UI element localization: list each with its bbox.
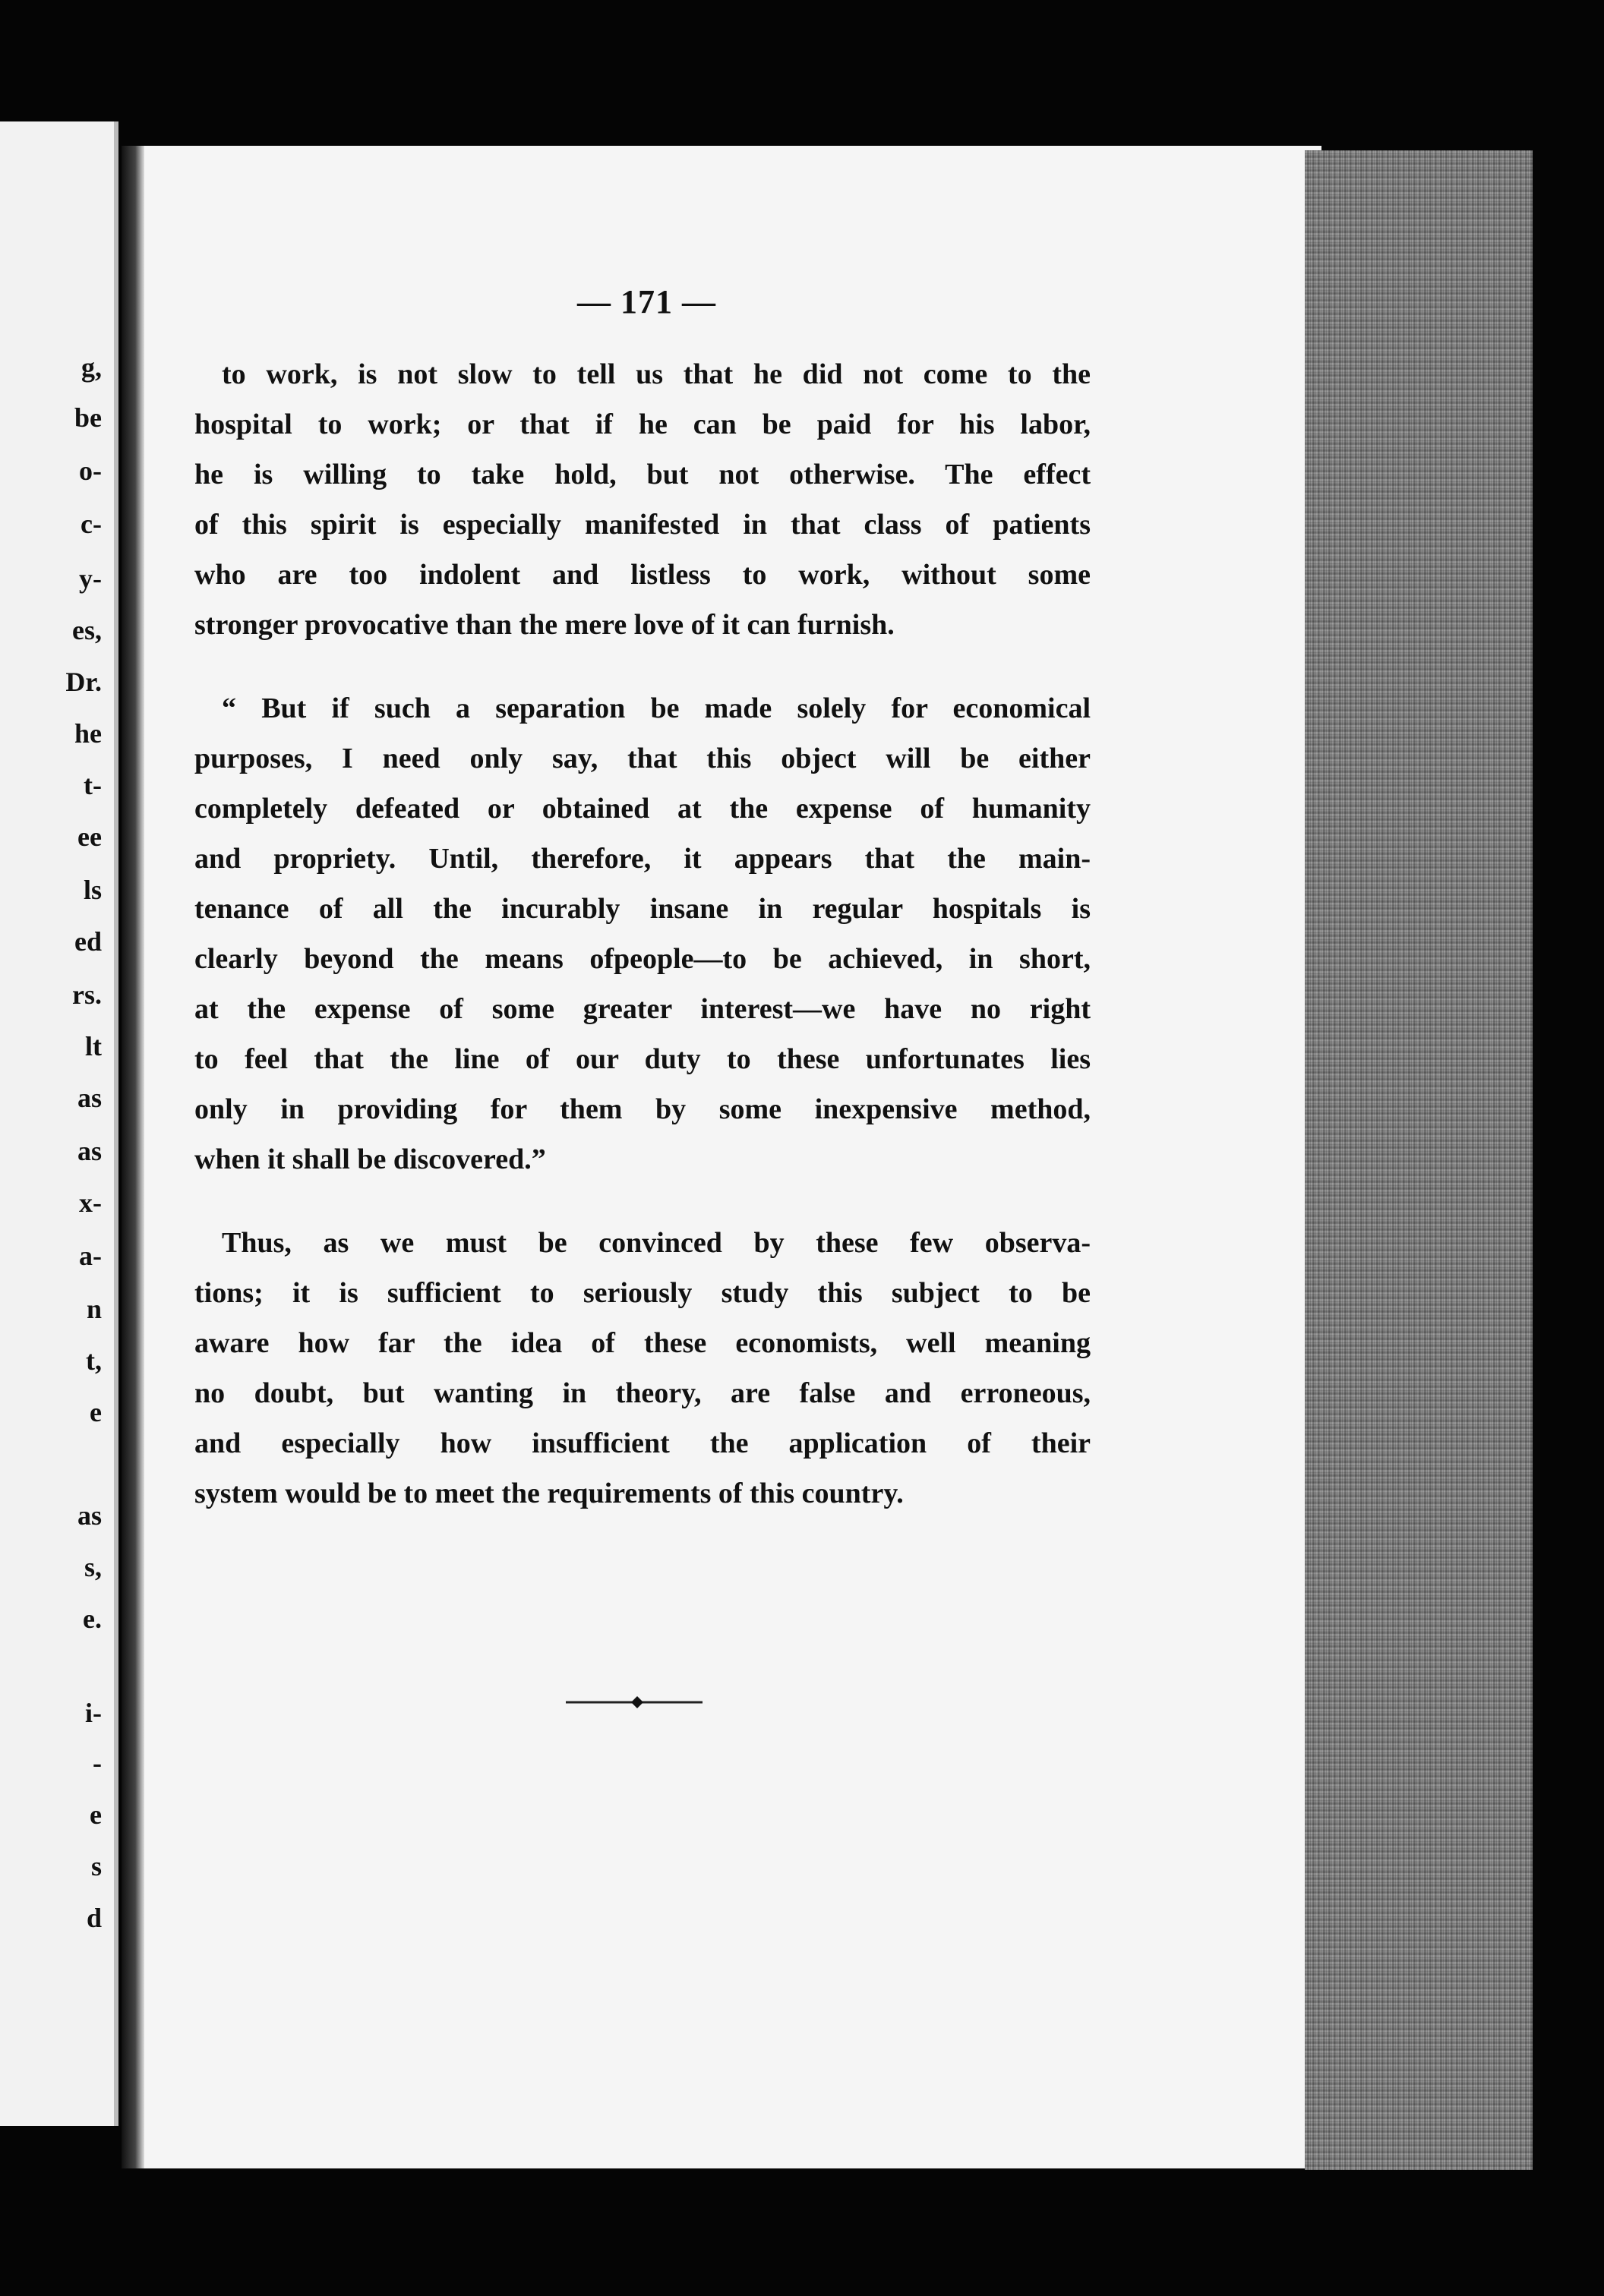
text-line: no doubt, but wanting in theory, are false and erroneous,: [194, 1377, 1091, 1409]
section-end-ornament-icon: [558, 1695, 710, 1710]
text-line: only in providing for them by some inexpensive method,: [194, 1093, 1091, 1125]
facing-page-fragment: as: [77, 1083, 102, 1113]
facing-page-fragment: rs.: [72, 979, 102, 1010]
facing-page-fragment: be: [74, 402, 102, 433]
facing-page-fragment: Dr.: [65, 667, 102, 697]
text-line: stronger provocative than the mere love of it can furnish.: [194, 609, 895, 641]
facing-page-fragment: a-: [79, 1241, 102, 1271]
text-line: purposes, I need only say, that this object will be either: [194, 743, 1091, 774]
text-line: of this spirit is especially manifested in that class of patients: [194, 509, 1091, 541]
facing-page-fragment: as: [77, 1136, 102, 1166]
facing-page-fragment: y-: [79, 563, 102, 594]
facing-page-fragment: o-: [79, 456, 102, 486]
facing-page-fragment: ed: [74, 926, 102, 957]
page-number-header: — 171 —: [577, 283, 716, 320]
facing-page-fragment: -: [93, 1748, 102, 1778]
facing-page-fragment: t,: [86, 1345, 102, 1376]
facing-page-fragment: as: [77, 1500, 102, 1531]
text-line: who are too indolent and listless to work, without some: [194, 559, 1091, 591]
text-line: system would be to meet the requirements of this country.: [194, 1478, 904, 1509]
facing-page-fragment: d: [86, 1903, 102, 1933]
body-text: [194, 349, 1091, 1552]
facing-page-fragment: ee: [77, 822, 102, 852]
facing-page-fragment: e.: [83, 1604, 102, 1634]
text-line: and propriety. Until, therefore, it appears that the main-: [194, 843, 1091, 875]
facing-page-fragment: c-: [81, 509, 102, 539]
text-line: tions; it is sufficient to seriously study this subject to be: [194, 1277, 1091, 1309]
facing-page-fragment: g,: [81, 352, 102, 383]
facing-page-fragment: ls: [83, 875, 102, 905]
text-line: and especially how insufficient the application of their: [194, 1427, 1091, 1459]
facing-page-fragment: s: [90, 1851, 102, 1881]
paragraph: [194, 1218, 1091, 1519]
text-line: when it shall be discovered.”: [194, 1143, 546, 1175]
facing-page-fragment: i-: [85, 1698, 102, 1728]
text-line: to feel that the line of our duty to these unfortunates lies: [194, 1043, 1091, 1075]
facing-page-fragment: lt: [85, 1031, 102, 1061]
paragraph: [194, 349, 1091, 650]
facing-page-fragment: es,: [72, 615, 102, 645]
page-gutter-shadow: [122, 146, 144, 2168]
text-line: he is willing to take hold, but not otherwise. The effect: [194, 459, 1091, 490]
facing-page-fragment: t-: [84, 770, 102, 800]
facing-page-fragment: n: [86, 1294, 102, 1324]
facing-page-fragment: s,: [84, 1552, 102, 1582]
facing-page-fragment: x-: [79, 1187, 102, 1218]
facing-page-left: [0, 121, 118, 2126]
text-line: at the expense of some greater interest—we have no right: [194, 993, 1091, 1025]
facing-page-fragment: e: [90, 1799, 102, 1830]
paragraph: [194, 683, 1091, 1184]
facing-page-fragment: e: [90, 1397, 102, 1427]
text-line: clearly beyond the means ofpeople—to be achieved, in short,: [194, 943, 1091, 975]
facing-page-fragment: he: [74, 718, 102, 749]
text-line: hospital to work; or that if he can be paid for his labor,: [194, 408, 1091, 440]
text-line: completely defeated or obtained at the expense of humanity: [194, 793, 1091, 825]
text-line: aware how far the idea of these economists, well meaning: [194, 1327, 1091, 1359]
text-line: to work, is not slow to tell us that he did not come to the: [222, 358, 1091, 390]
text-line: “ But if such a separation be made solely for economical: [222, 692, 1091, 724]
page-edge-texture: [1305, 150, 1533, 2170]
text-line: tenance of all the incurably insane in regular hospitals is: [194, 893, 1091, 925]
text-line: Thus, as we must be convinced by these few observa-: [222, 1227, 1091, 1259]
